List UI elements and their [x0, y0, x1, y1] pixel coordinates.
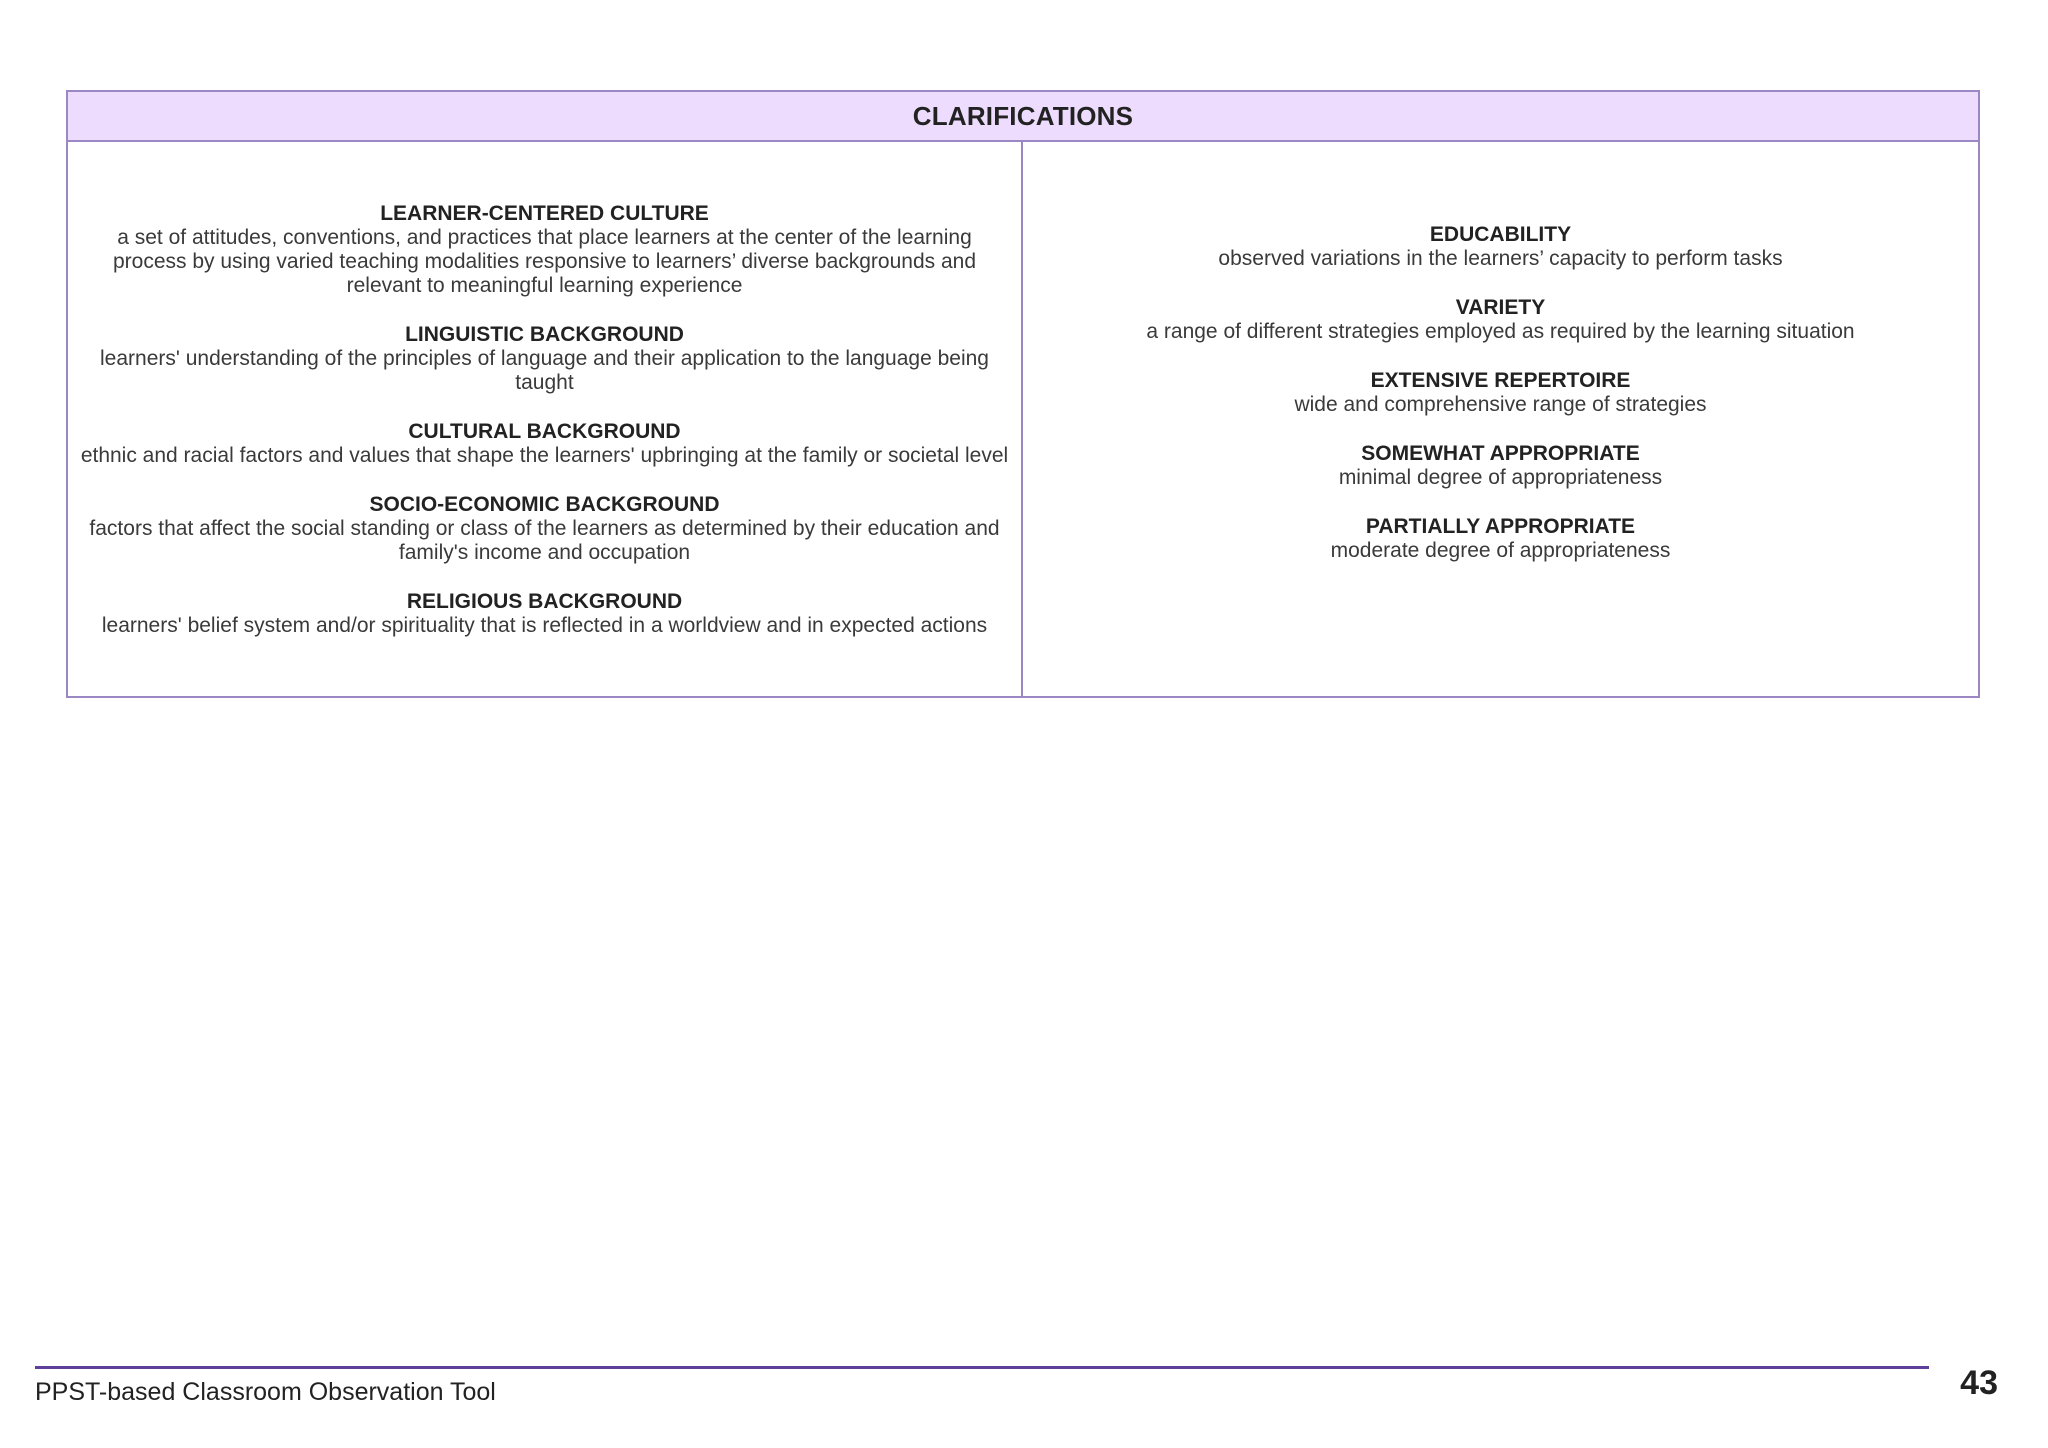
term-title: LEARNER-CENTERED CULTURE: [380, 201, 709, 225]
term-religious-background: [102, 589, 987, 638]
term-definition: moderate degree of appropriateness: [1330, 539, 1671, 562]
footer-document-title: PPST-based Classroom Observation Tool: [35, 1378, 496, 1406]
term-definition: minimal degree of appropriateness: [1338, 466, 1663, 489]
term-title: EDUCABILITY: [1429, 223, 1572, 246]
term-title: EXTENSIVE REPERTOIRE: [1370, 369, 1631, 392]
term-extensive-repertoire: [1294, 368, 1706, 417]
clarifications-table: [66, 90, 1980, 698]
left-column: [68, 142, 1023, 696]
term-definition: a range of different strategies employed as required by the learning situation: [1146, 320, 1855, 343]
right-column: [1023, 142, 1978, 696]
term-title: RELIGIOUS BACKGROUND: [406, 589, 683, 613]
page-number: 43: [1960, 1364, 1998, 1402]
term-learner-centered-culture: [85, 201, 1005, 298]
term-definition: ethnic and racial factors and values that shape the learners' upbringing at the family or societal level: [80, 443, 1009, 467]
term-educability: [1218, 222, 1782, 271]
term-somewhat-appropriate: [1339, 441, 1662, 490]
term-definition: factors that affect the social standing or class of the learners as determined by their education and family's income and occupation: [89, 516, 1000, 564]
term-linguistic-background: [85, 322, 1005, 395]
term-title: CULTURAL BACKGROUND: [408, 419, 681, 443]
footer-divider: [35, 1366, 1929, 1369]
term-definition: wide and comprehensive range of strategies: [1294, 393, 1707, 416]
clarifications-header: CLARIFICATIONS: [68, 92, 1978, 142]
term-variety: [1146, 295, 1854, 344]
term-definition: observed variations in the learners’ capacity to perform tasks: [1218, 247, 1783, 270]
term-cultural-background: [81, 419, 1008, 468]
term-partially-appropriate: [1331, 514, 1671, 563]
term-title: SOMEWHAT APPROPRIATE: [1361, 442, 1640, 465]
term-title: LINGUISTIC BACKGROUND: [405, 322, 684, 346]
term-definition: learners' understanding of the principles of language and their application to the language being taught: [100, 346, 989, 394]
term-definition: learners' belief system and/or spirituality that is reflected in a worldview and in expected actions: [101, 613, 988, 637]
term-title: SOCIO-ECONOMIC BACKGROUND: [369, 492, 720, 516]
term-title: VARIETY: [1455, 296, 1546, 319]
term-title: PARTIALLY APPROPRIATE: [1365, 515, 1636, 538]
term-socio-economic-background: [85, 492, 1005, 565]
term-definition: a set of attitudes, conventions, and practices that place learners at the center of the learning process by using varied teaching modalities responsive to learners’ diverse backgrounds and relevant to meaningful learning experience: [112, 225, 977, 297]
clarifications-body: [68, 142, 1978, 696]
